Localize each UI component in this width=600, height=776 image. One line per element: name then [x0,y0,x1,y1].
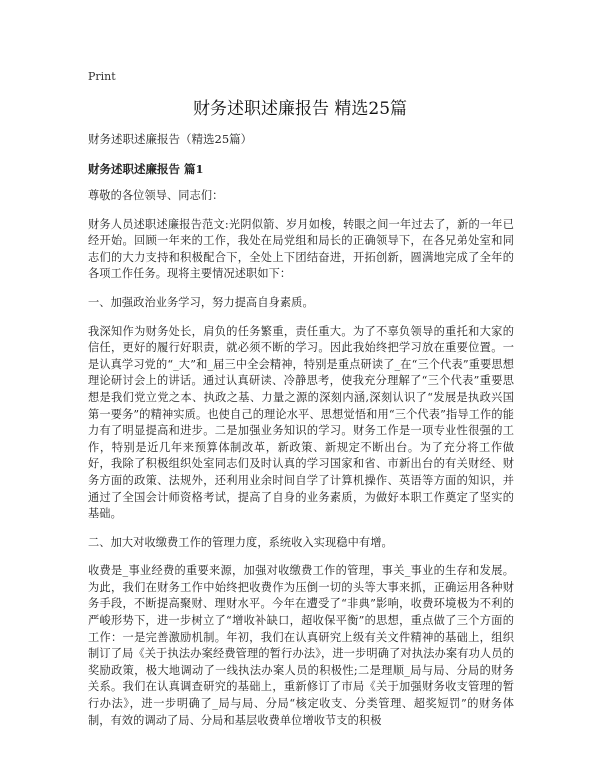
salutation-paragraph: 尊敬的各位领导、同志们： [88,189,224,202]
intro-paragraph: 财务人员述职述廉报告范文:光阴似箭、岁月如梭，转眼之间一年过去了，新的一年已经开始。回顾一年来的工作，我处在局党组和局长的正确领导下，在各兄弟处室和同志们的大力支持和积极配合下，全处上下团结奋进，开拓创新，圆满地完成了全年的各项工作任务。现将主要情况述职如下： [88,217,514,281]
point-two-heading: 二、加大对收缴费工作的管理力度，系统收入实现稳中有增。 [88,535,393,549]
point-one-heading: 一、加强政治业务学习，努力提高自身素质。 [88,295,314,309]
print-link[interactable]: Print [88,70,116,83]
section-heading: 财务述职述廉报告 篇1 [88,162,204,176]
document-body [88,188,514,741]
document-subtitle: 财务述职述廉报告（精选25篇） [88,132,253,146]
point-two-paragraph: 收费是_事业经费的重要来源，加强对收缴费工作的管理，事关_事业的生存和发展。为此，我们在财务工作中始终把收费作为压倒一切的头等大事来抓，正确运用各种财务手段，不断提高聚财、理财水平。今年在遭受了“非典”影响，收费环境极为不利的严峻形势下，进一步树立了“增收补缺口，超收保平衡”的思想，重点做了三个方面的工作：一是完善激励机制。年初，我们在认真研究上级有关文件精神的基础上，组织制订了局《关于执法办案经费管理的暂行办法》，进一步明确了对执法办案有功人员的奖励政策，极大地调动了一线执法办案人员的积极性;二是理顺_局与局、分局的财务关系。我们在认真调查研究的基础上，重新修订了市局《关于加强财务收支管理的暂行办法》，进一步明确了_局与局、分局“核定收支、分类管理、超奖短罚”的财务体制，有效的调动了局、分局和基层收费单位增收节支的积极 [88,564,514,727]
page-title: 财务述职述廉报告 精选25篇 [192,99,408,119]
point-one-paragraph: 我深知作为财务处长，肩负的任务繁重，责任重大。为了不辜负领导的重托和大家的信任，更好的履行好职责，就必须不断的学习。因此我始终把学习放在重要位置。一是认真学习党的“_大”和_届三中全会精神，特别是重点研读了_在“三个代表”重要思想理论研讨会上的讲话。通过认真研读、冷静思考，使我充分理解了“三个代表”重要思想是我们党立党之本、执政之基、力量之源的深刻内涵,深刻认识了“发展是执政兴国第一要务”的精神实质。也使自己的理论水平、思想觉悟和用“三个代表”指导工作的能力有了明显提高和进步。二是加强业务知识的学习。财务工作是一项专业性很强的工作，特别是近几年来预算体制改革，新政策、新规定不断出台。为了充分将工作做好，我除了积极组织处室同志们及时认真的学习国家和省、市新出台的有关财经、财务方面的政策、法规外，还利用业余时间自学了计算机操作、英语等方面的知识，并通过了全国会计师资格考试，提高了自身的业务素质，为做好本职工作奠定了坚实的基础。 [88,324,514,521]
